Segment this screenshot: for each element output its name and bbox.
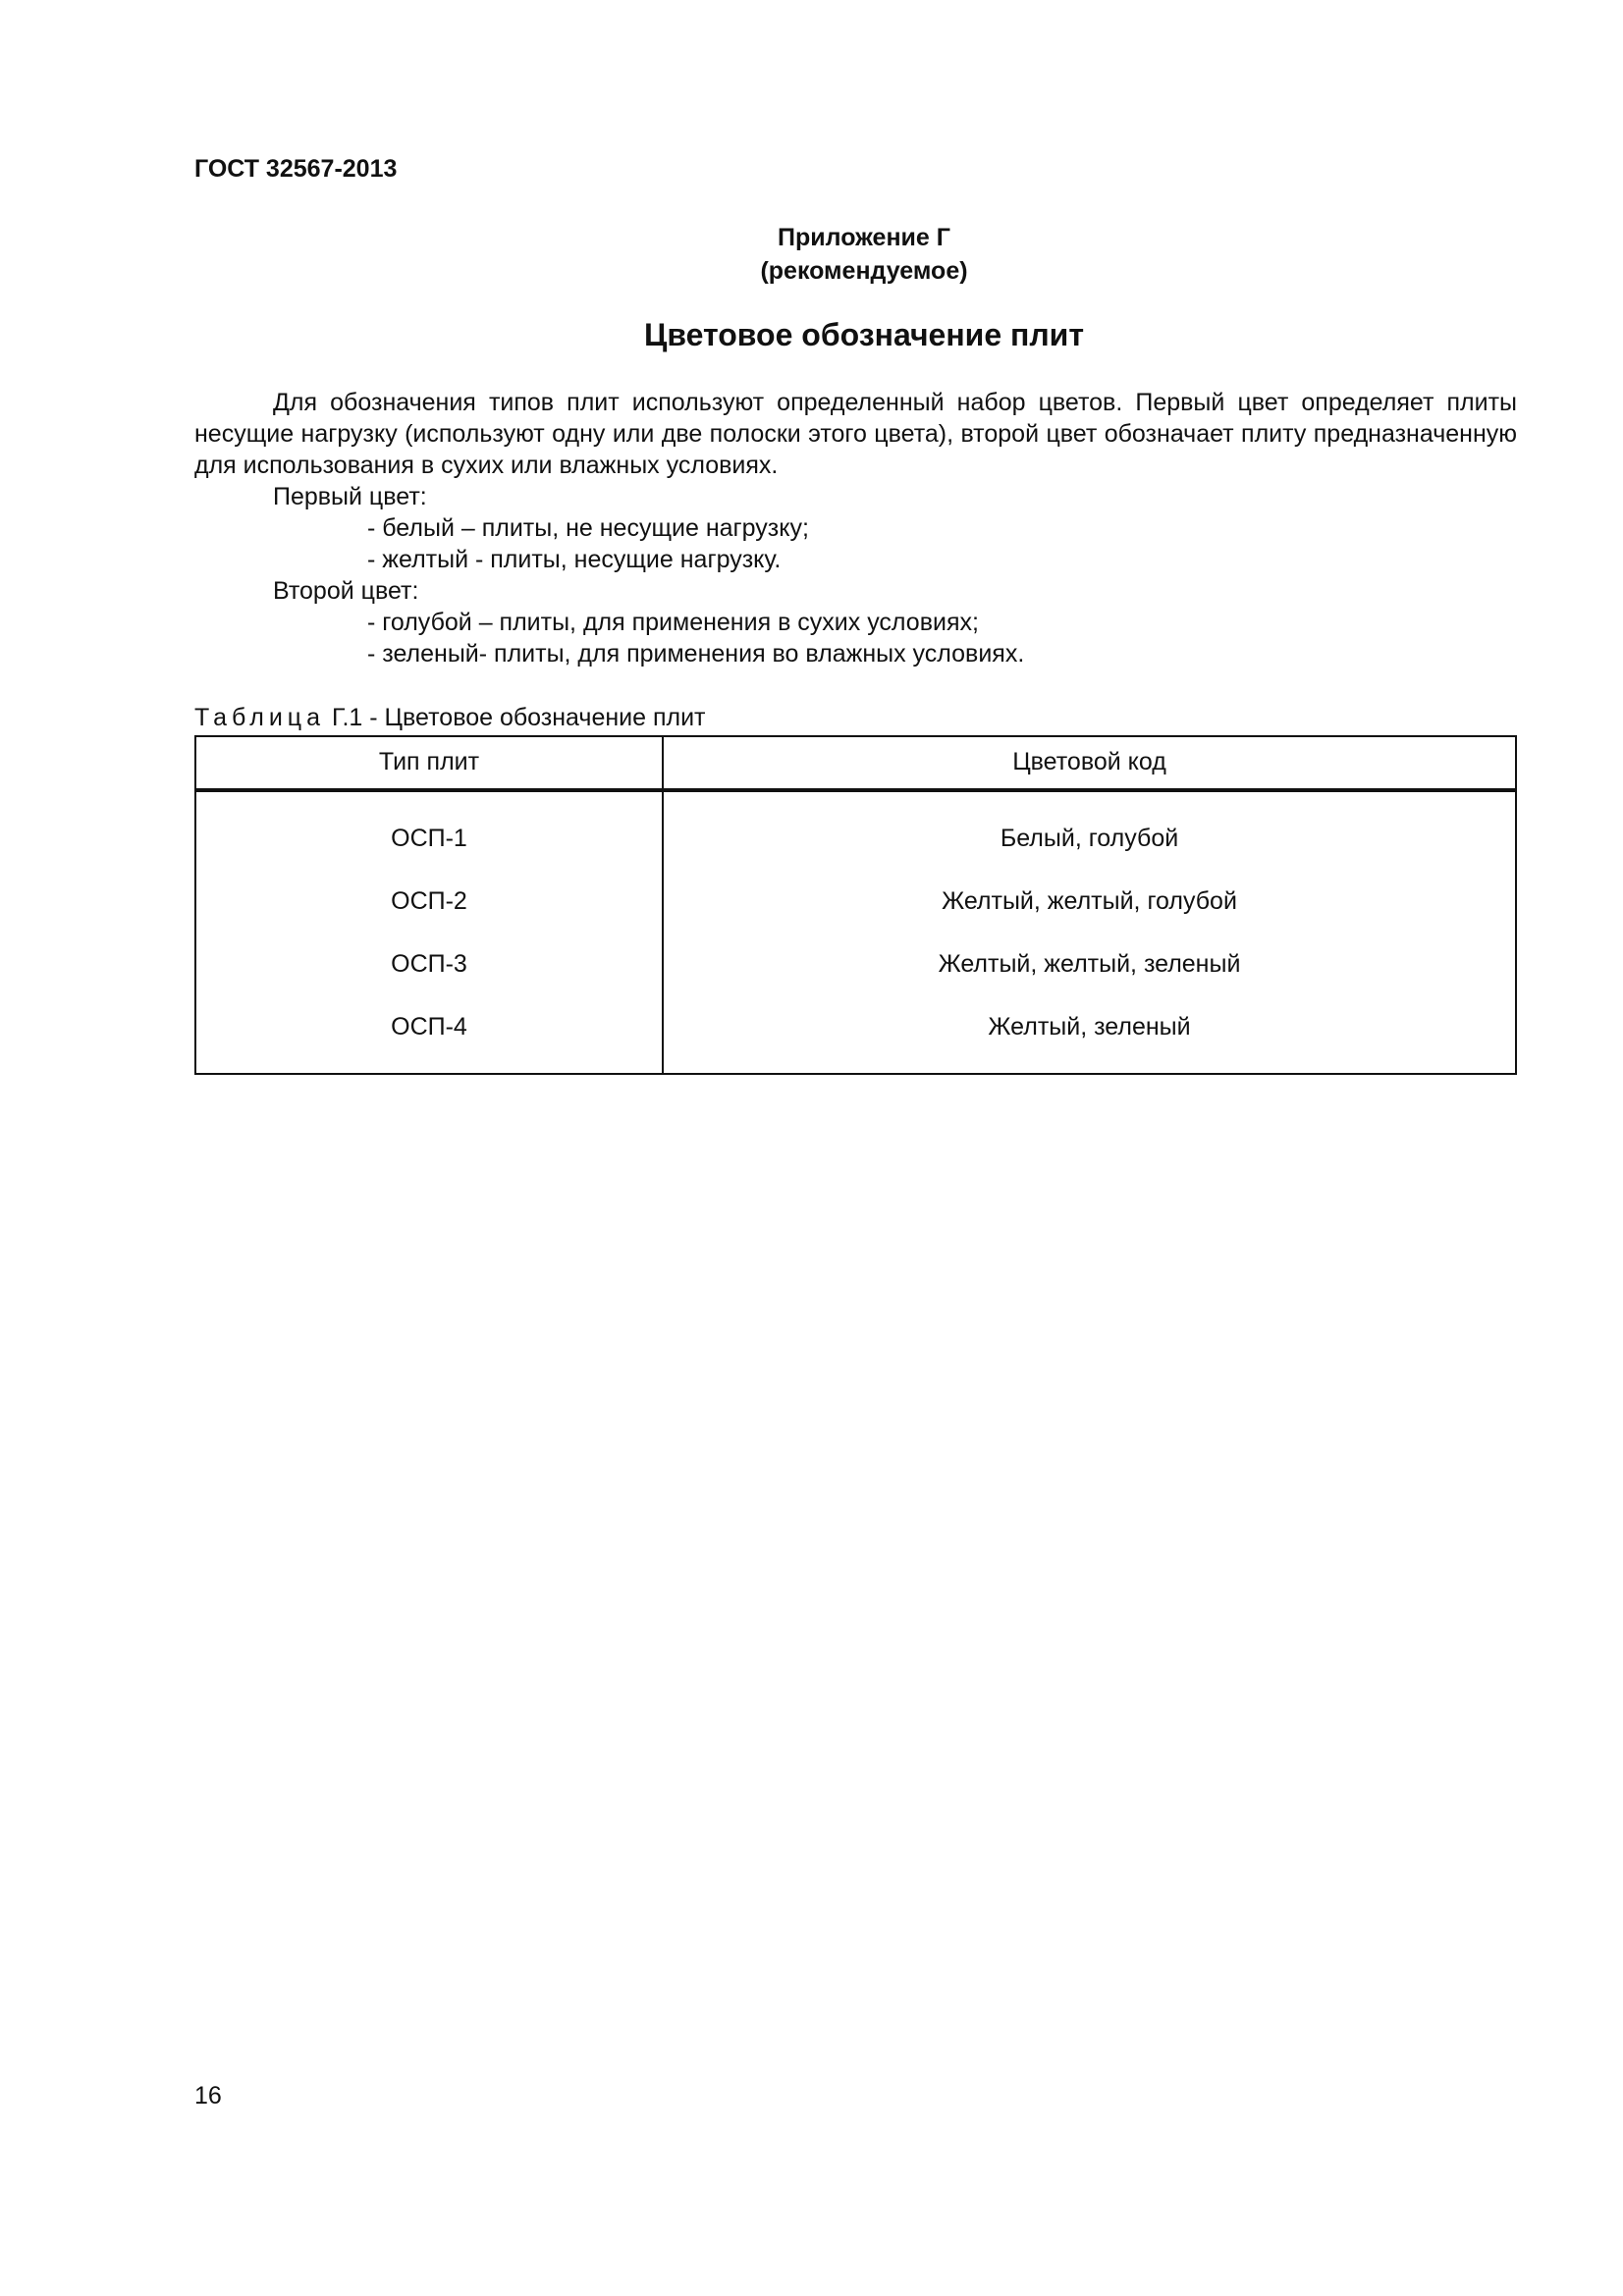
document-code: ГОСТ 32567-2013 bbox=[194, 155, 398, 183]
column-header-color-code: Цветовой код bbox=[1012, 748, 1166, 775]
second-color-item: - голубой – плиты, для применения в сухих условиях; bbox=[367, 609, 979, 636]
first-color-label: Первый цвет: bbox=[273, 483, 427, 510]
first-color-item: - желтый - плиты, несущие нагрузку. bbox=[367, 546, 782, 573]
intro-paragraph: Для обозначения типов плит используют определенный набор цветов. Первый цвет определяет плиты несущие нагрузку (используют одну или две полоски этого цвета), второй цвет обозначает плиту предназначенную для использования в сухих или влажных условиях. bbox=[194, 389, 1517, 479]
color-code-table bbox=[194, 735, 1517, 1075]
annex-title: Приложение Г bbox=[778, 224, 950, 251]
annex-status: (рекомендуемое) bbox=[760, 257, 968, 285]
table-cell-color-code: Желтый, желтый, зеленый bbox=[938, 950, 1241, 978]
table-cell-color-code: Желтый, зеленый bbox=[988, 1013, 1191, 1041]
table-cell-type: ОСП-4 bbox=[391, 1013, 467, 1041]
table-caption-text: - Цветовое обозначение плит bbox=[369, 704, 706, 731]
table-cell-color-code: Белый, голубой bbox=[1000, 825, 1179, 852]
table-cell-type: ОСП-3 bbox=[391, 950, 467, 978]
table-caption-label: Таблица bbox=[194, 704, 326, 731]
table-cell-type: ОСП-2 bbox=[391, 887, 467, 915]
second-color-item: - зеленый- плиты, для применения во влажных условиях. bbox=[367, 640, 1025, 667]
table-caption bbox=[194, 704, 706, 732]
table-cell-color-code: Желтый, желтый, голубой bbox=[942, 887, 1237, 915]
first-color-item: - белый – плиты, не несущие нагрузку; bbox=[367, 514, 809, 542]
second-color-label: Второй цвет: bbox=[273, 577, 419, 605]
page-number: 16 bbox=[194, 2082, 222, 2109]
section-heading: Цветовое обозначение плит bbox=[643, 317, 1084, 352]
header-rule bbox=[196, 788, 1515, 792]
table-cell-type: ОСП-1 bbox=[391, 825, 467, 852]
table-caption-number: Г.1 bbox=[331, 704, 363, 731]
column-header-type: Тип плит bbox=[378, 748, 480, 775]
